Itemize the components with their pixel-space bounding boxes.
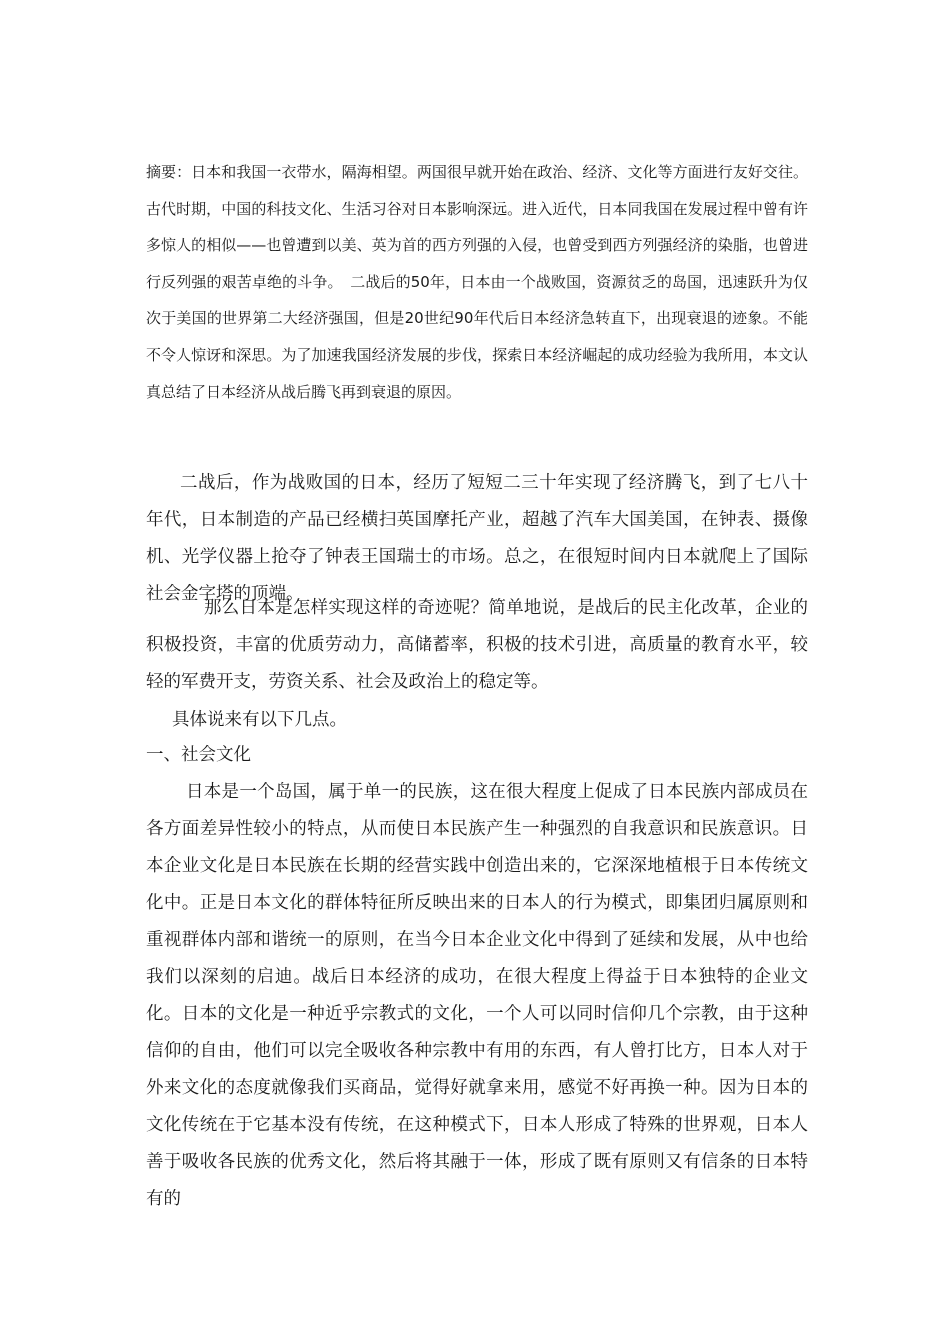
miracle-reasons-paragraph: 那么日本是怎样实现这样的奇迹呢？简单地说，是战后的民主化改革，企业的积极投资，丰富的优质劳动力，高储蓄率，积极的技术引进，高质量的教育水平，较轻的军费开支，劳资关系、社会及政治上的稳定等。 (146, 598, 808, 692)
section-heading: 一、社会文化 (146, 745, 251, 765)
details-intro-paragraph: 具体说来有以下几点。 (172, 710, 347, 730)
abstract-paragraph: 摘要：日本和我国一衣带水，隔海相望。两国很早就开始在政治、经济、文化等方面进行友好交往。古代时期，中国的科技文化、生活习谷对日本影响深远。进入近代，日本同我国在发展过程中曾有许多惊人的相似——也曾遭到以美、英为首的西方列强的入侵，也曾受到西方列强经济的染脂，也曾进行反列强的艰苦卓绝的斗争。 二战后的50年，日本由一个战败国，资源贫乏的岛国，迅速跃升为仅次于美国的世界第二大经济强国，但是20世纪90年代后日本经济急转直下，出现衰退的迹象。不能不令人惊讶和深思。为了加速我国经济发展的步伐，探索日本经济崛起的成功经验为我所用，本文认真总结了日本经济从战后腾飞再到衰退的原因。 (146, 163, 808, 401)
postwar-paragraph: 二战后，作为战败国的日本，经历了短短二三十年实现了经济腾飞，到了七八十年代，日本制造的产品已经横扫英国摩托产业，超越了汽车大国美国，在钟表、摄像机、光学仪器上抢夺了钟表王国瑞士的市场。总之，在很短时间内日本就爬上了国际社会金字塔的顶端。 (146, 473, 808, 604)
culture-paragraph: 日本是一个岛国，属于单一的民族，这在很大程度上促成了日本民族内部成员在各方面差异性较小的特点，从而使日本民族产生一种强烈的自我意识和民族意识。日本企业文化是日本民族在长期的经营实践中创造出来的，它深深地植根于日本传统文化中。正是日本文化的群体特征所反映出来的日本人的行为模式，即集团归属原则和重视群体内部和谐统一的原则，在当今日本企业文化中得到了延续和发展，从中也给我们以深刻的启迪。战后日本经济的成功，在很大程度上得益于日本独特的企业文化。日本的文化是一种近乎宗教式的文化，一个人可以同时信仰几个宗教，由于这种信仰的自由，他们可以完全吸收各种宗教中有用的东西，有人曾打比方，日本人对于外来文化的态度就像我们买商品，觉得好就拿来用，感觉不好再换一种。因为日本的文化传统在于它基本没有传统，在这种模式下，日本人形成了特殊的世界观，日本人善于吸收各民族的优秀文化，然后将其融于一体，形成了既有原则又有信条的日本特有的 (146, 782, 808, 1209)
